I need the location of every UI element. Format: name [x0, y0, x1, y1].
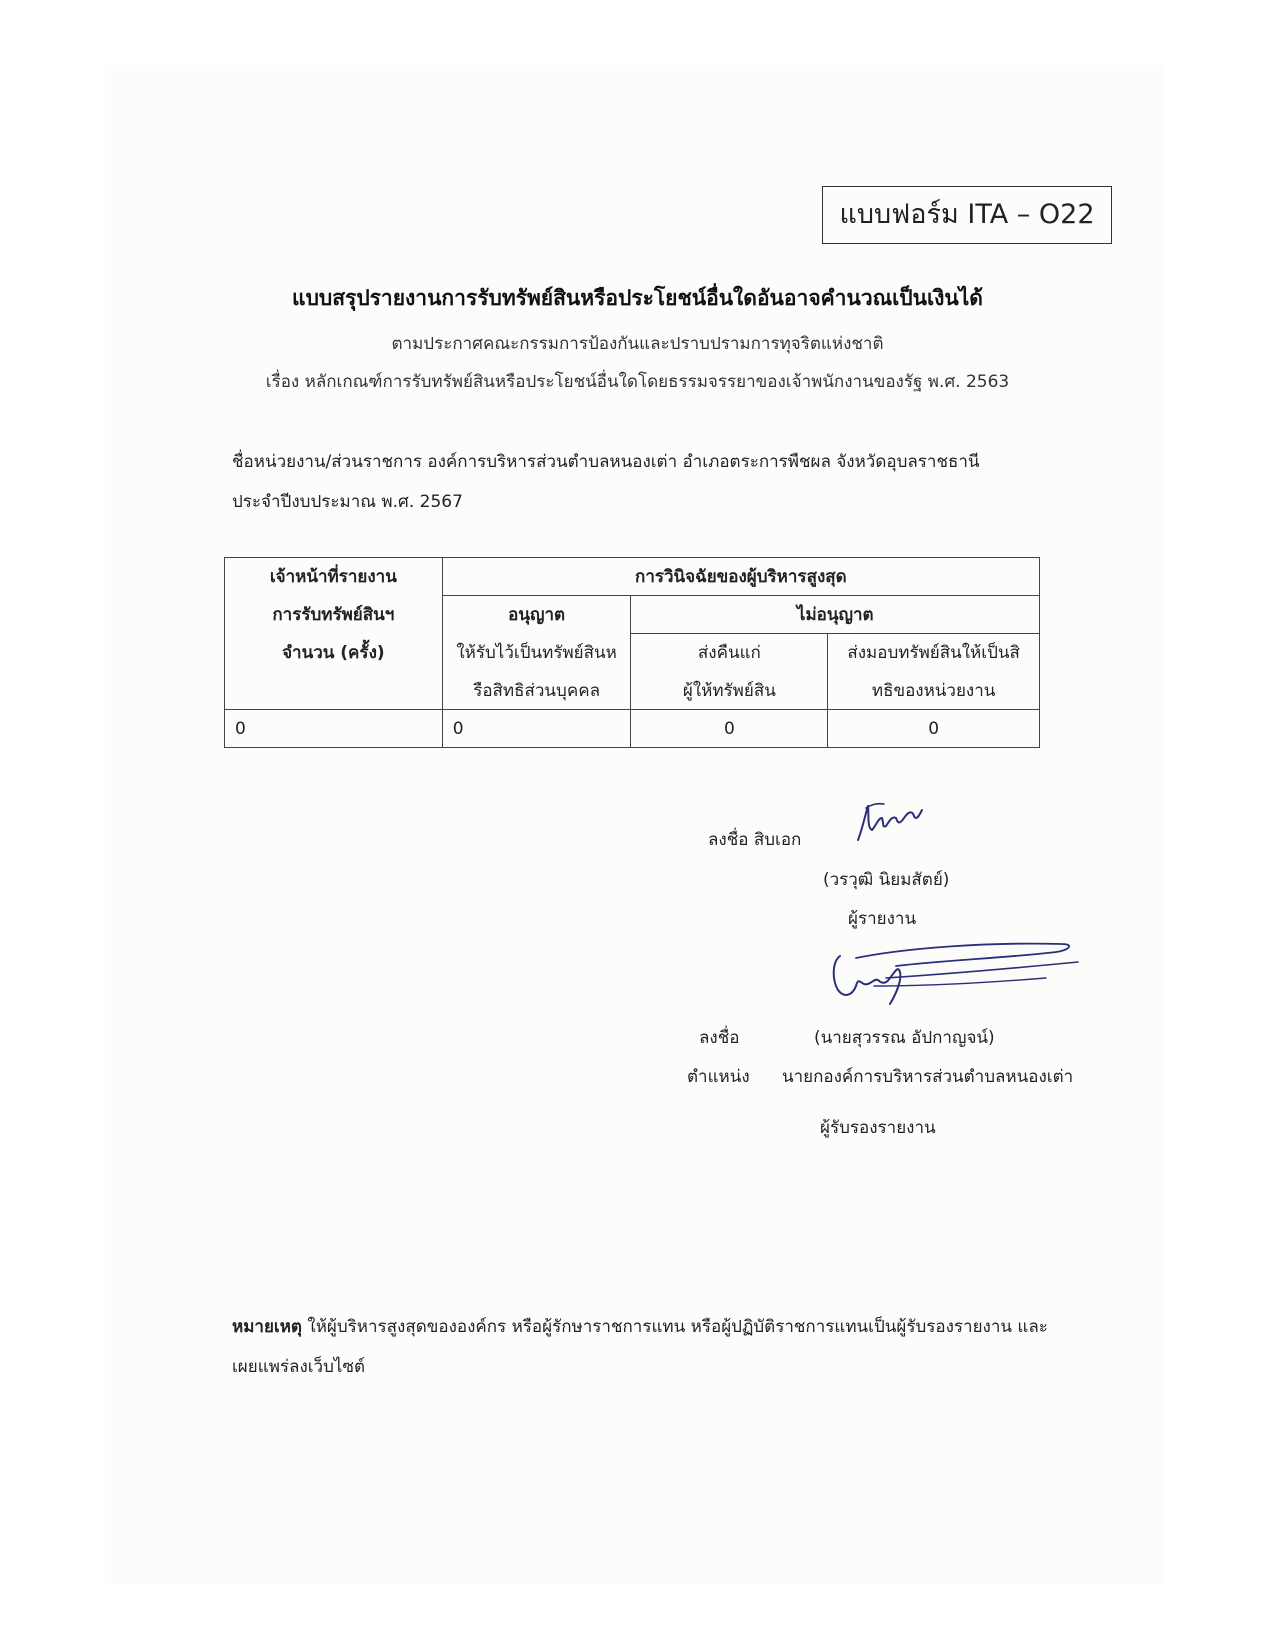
returned-value: 0 [631, 710, 828, 748]
subtitle-line-1: ตามประกาศคณะกรรมการป้องกันและปราบปรามการทุจริตแห่งชาติ [391, 334, 884, 354]
agency-line: ชื่อหน่วยงาน/ส่วนราชการ องค์การบริหารส่วนตำบลหนองเต่า อำเภอตระการพืชผล จังหวัดอุบลราชธานี [232, 452, 980, 472]
reporter-name: (วรวุฒิ นิยมสัตย์) [823, 870, 950, 890]
approved-sub-line-1: ให้รับไว้เป็นทรัพย์สินห [442, 634, 631, 672]
summary-table [224, 557, 1040, 748]
reported-header-line-1: เจ้าหน้าที่รายงาน [269, 567, 397, 587]
return-header-line-1: ส่งคืนแก่ [631, 634, 828, 672]
approved-value: 0 [442, 710, 631, 748]
certifier-position-label: ตำแหน่ง [687, 1067, 750, 1087]
form-code-box: แบบฟอร์ม ITA – O22 [822, 186, 1112, 244]
footnote-text: ให้ผู้บริหารสูงสุดขององค์กร หรือผู้รักษาราชการแทน หรือผู้ปฏิบัติราชการแทนเป็นผู้รับรองรายงาน และเผยแพร่ลงเว็บไซต์ [232, 1317, 1048, 1377]
return-header-line-2: ผู้ให้ทรัพย์สิน [631, 672, 828, 710]
reporter-role: ผู้รายงาน [848, 909, 917, 929]
certifier-role: ผู้รับรองรายงาน [820, 1118, 936, 1138]
fiscal-year-line: ประจำปีงบประมาณ พ.ศ. 2567 [232, 492, 463, 512]
certifier-name: (นายสุวรรณ อัปกาญจน์) [814, 1028, 995, 1048]
reporter-signature-icon [852, 800, 942, 846]
reported-header-line-2: การรับทรัพย์สินฯ [272, 605, 395, 625]
approved-header: อนุญาต [442, 596, 631, 634]
handed-over-value: 0 [828, 710, 1040, 748]
handover-header-line-2: ทธิของหน่วยงาน [828, 672, 1040, 710]
reported-count-header [225, 558, 443, 710]
reporter-sign-label: ลงชื่อ สิบเอก [708, 830, 802, 850]
handover-header-line-1: ส่งมอบทรัพย์สินให้เป็นสิ [828, 634, 1040, 672]
footnote-label: หมายเหตุ [232, 1317, 302, 1337]
footnote [232, 1307, 1062, 1387]
subtitle-line-2: เรื่อง หลักเกณฑ์การรับทรัพย์สินหรือประโยชน์อื่นใดโดยธรรมจรรยาของเจ้าพนักงานของรัฐ พ.ศ. 2563 [265, 372, 1010, 392]
certifier-sign-label: ลงชื่อ [699, 1028, 740, 1048]
certifier-position: นายกองค์การบริหารส่วนตำบลหนองเต่า [782, 1067, 1074, 1087]
reported-count-value: 0 [225, 710, 443, 748]
not-approved-header: ไม่อนุญาต [631, 596, 1040, 634]
reported-header-line-3: จำนวน (ครั้ง) [282, 643, 385, 663]
document-title: แบบสรุปรายงานการรับทรัพย์สินหรือประโยชน์อื่นใดอันอาจคำนวณเป็นเงินได้ [292, 286, 983, 310]
certifier-signature-icon [826, 938, 1082, 1018]
approved-sub-line-2: รือสิทธิส่วนบุคคล [442, 672, 631, 710]
decision-header: การวินิจฉัยของผู้บริหารสูงสุด [442, 558, 1039, 596]
